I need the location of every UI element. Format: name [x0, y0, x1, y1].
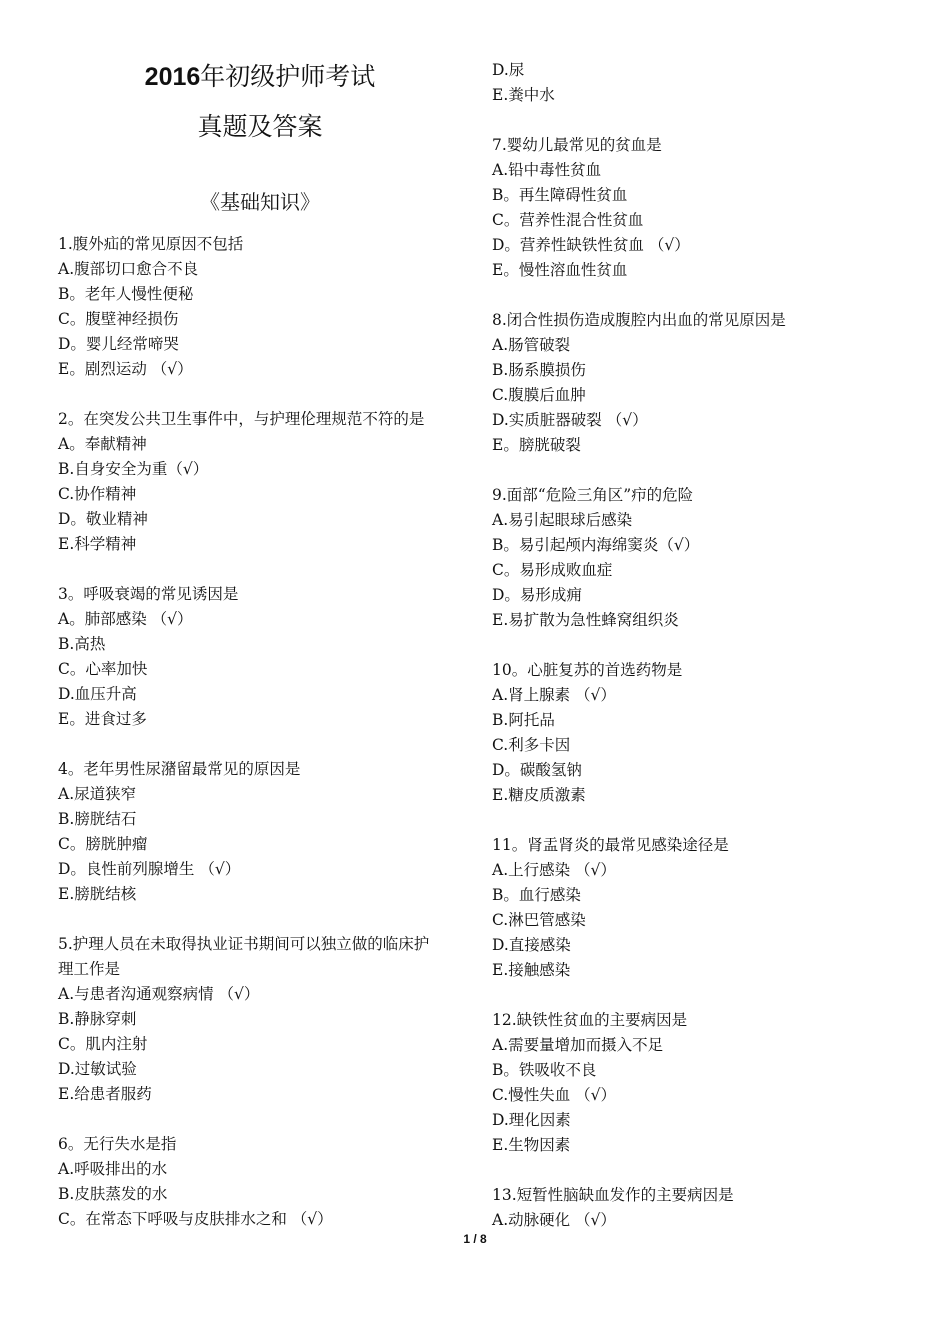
question-block [58, 1132, 468, 1232]
answer-option: B。血行感染 [492, 886, 581, 904]
answer-option: A.铅中毒性贫血 [492, 161, 602, 179]
question-block [492, 658, 892, 808]
answer-option: D.尿 [492, 61, 525, 79]
answer-option: C。腹壁神经损伤 [58, 310, 179, 328]
question-stem: 12.缺铁性贫血的主要病因是 [492, 1011, 688, 1029]
answer-option: E。剧烈运动 （√） [58, 360, 193, 378]
answer-option: C。在常态下呼吸与皮肤排水之和 （√） [58, 1210, 333, 1228]
answer-option: C。膀胱肿瘤 [58, 835, 148, 853]
answer-option: A.与患者沟通观察病情 （√） [58, 985, 260, 1003]
answer-option: B。铁吸收不良 [492, 1061, 597, 1079]
question-stem: 7.婴幼儿最常见的贫血是 [492, 136, 662, 154]
question-block [58, 407, 468, 557]
answer-option: D。易形成痈 [492, 586, 582, 604]
answer-option: E.粪中水 [492, 86, 555, 104]
answer-option: E。进食过多 [58, 710, 147, 728]
answer-option: C。心率加快 [58, 660, 148, 678]
answer-option: B。再生障碍性贫血 [492, 186, 628, 204]
answer-option: A.肠管破裂 [492, 336, 571, 354]
question-stem: 13.短暂性脑缺血发作的主要病因是 [492, 1186, 734, 1204]
answer-option: D。敬业精神 [58, 510, 148, 528]
answer-option: D.过敏试验 [58, 1060, 137, 1078]
question-stem: 5.护理人员在未取得执业证书期间可以独立做的临床护 [58, 935, 430, 953]
left-column [58, 232, 468, 1257]
answer-option: A.上行感染 （√） [492, 861, 616, 879]
answer-option: E.生物因素 [492, 1136, 571, 1154]
answer-option: C。易形成败血症 [492, 561, 613, 579]
answer-option: A.动脉硬化 （√） [492, 1211, 616, 1229]
question-stem: 10。心脏复苏的首选药物是 [492, 661, 683, 679]
answer-option: E.给患者服药 [58, 1085, 152, 1103]
continued-options [492, 58, 892, 108]
question-block [492, 483, 892, 633]
answer-option: A.肾上腺素 （√） [492, 686, 616, 704]
answer-option: D.血压升高 [58, 685, 137, 703]
question-block [492, 833, 892, 983]
question-stem: 6。无行失水是指 [58, 1135, 177, 1153]
answer-option: B。老年人慢性便秘 [58, 285, 194, 303]
answer-option: B.膀胱结石 [58, 810, 137, 828]
section-heading: 《基础知识》 [200, 190, 320, 214]
question-block [58, 232, 468, 382]
answer-option: B.高热 [58, 635, 106, 653]
answer-option: C.淋巴管感染 [492, 911, 586, 929]
question-block [58, 932, 468, 1107]
question-block [58, 582, 468, 732]
title-text: 年初级护师考试 [200, 62, 376, 91]
answer-option: C.利多卡因 [492, 736, 571, 754]
answer-option: D.实质脏器破裂 （√） [492, 411, 648, 429]
answer-option: C.腹膜后血肿 [492, 386, 586, 404]
question-stem: 1.腹外疝的常见原因不包括 [58, 235, 244, 253]
question-block [492, 1183, 892, 1233]
question-stem: 11。肾盂肾炎的最常见感染途径是 [492, 836, 729, 854]
answer-option: A.呼吸排出的水 [58, 1160, 168, 1178]
answer-option: C。肌内注射 [58, 1035, 148, 1053]
answer-option: B.自身安全为重（√） [58, 460, 209, 478]
page-number: 1 / 8 [463, 1232, 487, 1246]
answer-option: B.皮肤蒸发的水 [58, 1185, 168, 1203]
answer-option: C.慢性失血 （√） [492, 1086, 617, 1104]
answer-option: E.糖皮质激素 [492, 786, 586, 804]
answer-option: A。肺部感染 （√） [58, 610, 193, 628]
answer-option: A.易引起眼球后感染 [492, 511, 633, 529]
title-year: 2016 [144, 63, 201, 91]
question-stem: 8.闭合性损伤造成腹腔内出血的常见原因是 [492, 311, 786, 329]
answer-option: E.科学精神 [58, 535, 137, 553]
question-block [58, 757, 468, 907]
answer-option: D。营养性缺铁性贫血 （√） [492, 236, 690, 254]
question-block [492, 133, 892, 283]
question-block [492, 1008, 892, 1158]
answer-option: E.膀胱结核 [58, 885, 137, 903]
answer-option: B。易引起颅内海绵窦炎（√） [492, 536, 700, 554]
document-subtitle: 真题及答案 [197, 112, 323, 141]
answer-option: D。良性前列腺增生 （√） [58, 860, 241, 878]
answer-option: E。膀胱破裂 [492, 436, 581, 454]
answer-option: D。婴儿经常啼哭 [58, 335, 179, 353]
answer-option: D。碳酸氢钠 [492, 761, 582, 779]
answer-option: E.易扩散为急性蜂窝组织炎 [492, 611, 679, 629]
answer-option: B.肠系膜损伤 [492, 361, 586, 379]
answer-option: A.尿道狭窄 [58, 785, 137, 803]
answer-option: C。营养性混合性贫血 [492, 211, 644, 229]
answer-option: E.接触感染 [492, 961, 571, 979]
answer-option: B.静脉穿刺 [58, 1010, 137, 1028]
question-stem: 3。呼吸衰竭的常见诱因是 [58, 585, 239, 603]
answer-option: C.协作精神 [58, 485, 137, 503]
answer-option: D.理化因素 [492, 1111, 571, 1129]
answer-option: D.直接感染 [492, 936, 571, 954]
document-title [0, 60, 520, 94]
answer-option: A.腹部切口愈合不良 [58, 260, 199, 278]
answer-option: B.阿托品 [492, 711, 555, 729]
question-stem: 理工作是 [58, 960, 121, 978]
answer-option: E。慢性溶血性贫血 [492, 261, 628, 279]
question-stem: 9.面部“危险三角区”疖的危险 [492, 486, 694, 504]
answer-option: A。奉献精神 [58, 435, 147, 453]
question-stem: 2。在突发公共卫生事件中，与护理伦理规范不符的是 [58, 410, 425, 428]
question-block [492, 308, 892, 458]
answer-option: A.需要量增加而摄入不足 [492, 1036, 664, 1054]
right-column [492, 58, 892, 1258]
question-stem: 4。老年男性尿潴留最常见的原因是 [58, 760, 301, 778]
